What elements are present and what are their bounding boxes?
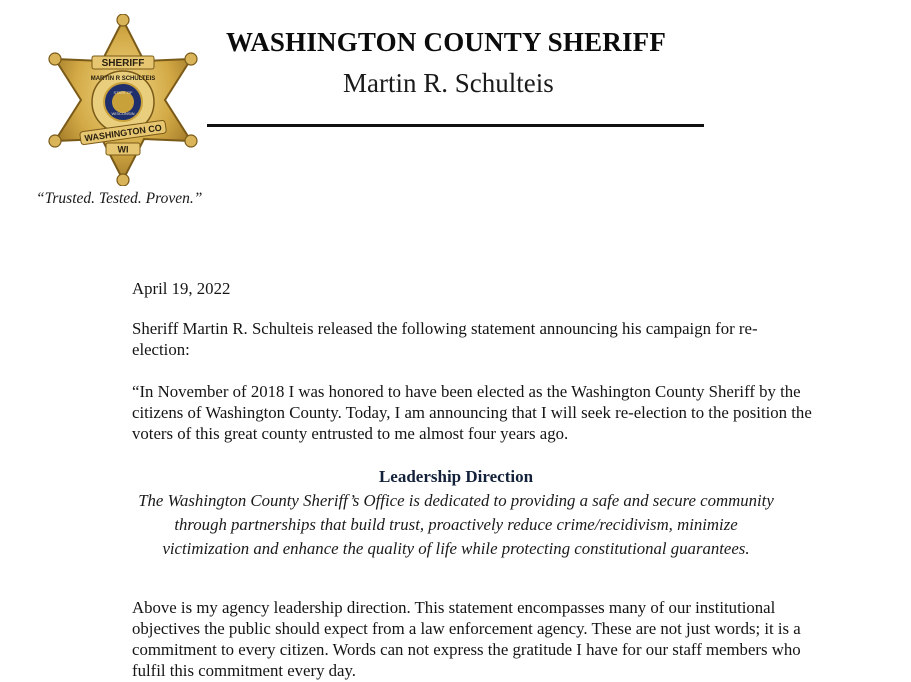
intro-paragraph: Sheriff Martin R. Schulteis released the following statement announcing his campaign for re-election:: [132, 319, 758, 359]
letter-date: April 19, 2022: [132, 279, 231, 298]
svg-text:WASHINGTON CO: WASHINGTON CO: [83, 122, 163, 144]
page-title: WASHINGTON COUNTY SHERIFF: [226, 27, 667, 57]
svg-text:STATE OF: STATE OF: [113, 90, 133, 95]
svg-text:WISCONSIN: WISCONSIN: [111, 111, 135, 116]
sheriff-name: Martin R. Schulteis: [343, 68, 554, 98]
header-divider: [207, 124, 704, 127]
closing-paragraph: Above is my agency leadership direction. This statement encompasses many of our institutional objectives the public should expect from a law enforcement agency. These are not just words; it is a commitment to every citizen. Words can not express the gratitude I have for our staff members who fulfil this commitment every day.: [132, 598, 801, 680]
motto: “Trusted. Tested. Proven.”: [36, 190, 203, 207]
leadership-statement: The Washington County Sheriff’s Office is dedicated to providing a safe and secure community through partnerships that build trust, proactively reduce crime/recidivism, minimize victimization and enhance the quality of life while protecting constitutional guarantees.: [138, 491, 774, 558]
svg-text:MARTIN R SCHULTEIS: MARTIN R SCHULTEIS: [90, 76, 156, 82]
svg-text:WI: WI: [117, 144, 129, 155]
quote-paragraph: “In November of 2018 I was honored to have been elected as the Washington County Sheriff by the citizens of Washington County. Today, I am announcing that I will seek re-election to the position the voters of this great county entrusted to me almost four years ago.: [132, 382, 812, 443]
sheriff-star-badge-icon: [40, 14, 206, 186]
svg-text:SHERIFF: SHERIFF: [101, 58, 145, 69]
leadership-heading: Leadership Direction: [378, 467, 534, 486]
